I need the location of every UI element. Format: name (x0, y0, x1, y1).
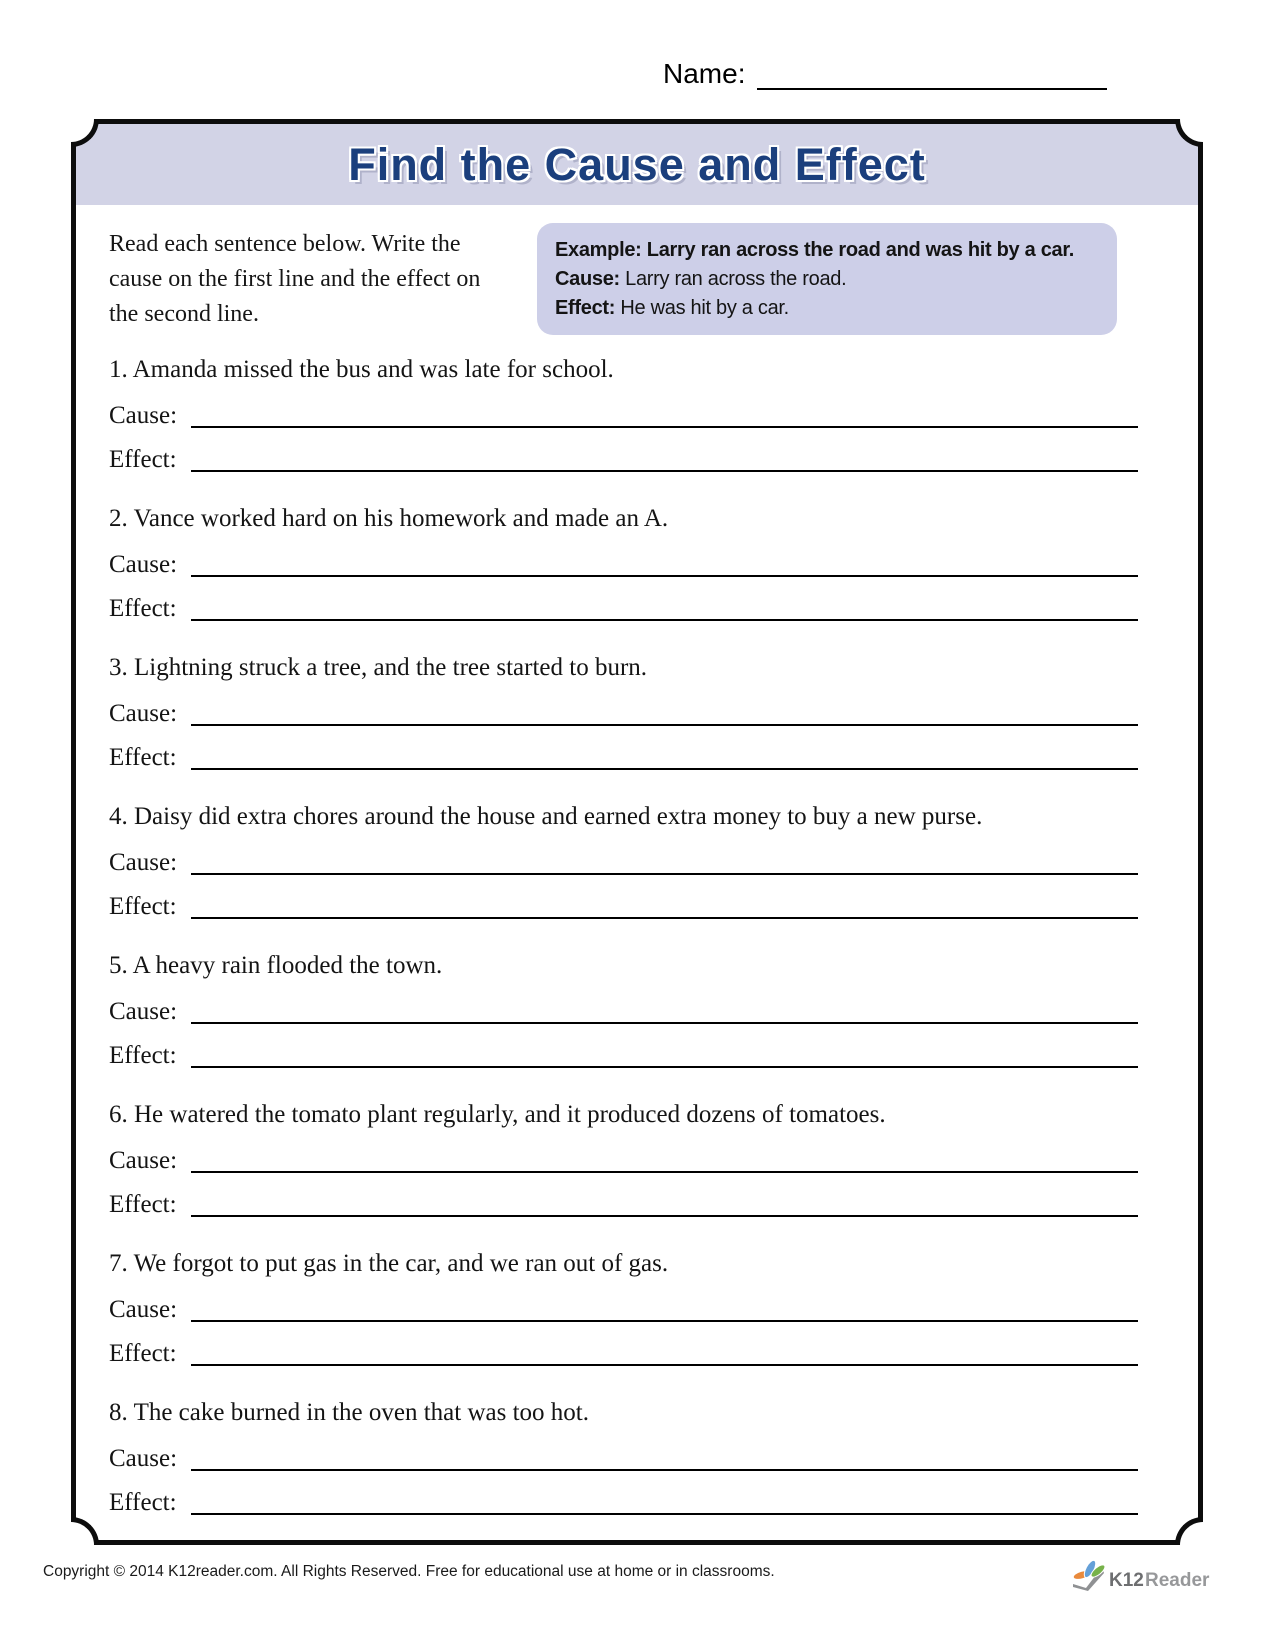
example-effect-label: Effect: (555, 297, 616, 319)
cause-row (109, 698, 1138, 729)
cause-label: Cause: (109, 700, 178, 727)
worksheet-item (109, 1396, 1138, 1518)
item-number: 8. (109, 1399, 128, 1426)
effect-row (109, 1338, 1138, 1369)
effect-label: Effect: (109, 1340, 177, 1367)
name-row (663, 58, 1107, 90)
item-text: Lightning struck a tree, and the tree started to burn. (134, 654, 648, 681)
item-number: 5. (109, 952, 128, 979)
example-effect-text: He was hit by a car. (620, 297, 789, 319)
effect-row (109, 1487, 1138, 1518)
item-number: 2. (109, 505, 128, 532)
cause-label: Cause: (109, 849, 178, 876)
cause-label: Cause: (109, 1445, 178, 1472)
example-label: Example: (555, 239, 642, 261)
worksheet-item (109, 353, 1138, 475)
footer (0, 1560, 1275, 1600)
page-title: Find the Cause and Effect (348, 138, 926, 190)
example-cause-text: Larry ran across the road. (625, 268, 847, 290)
item-text: We forgot to put gas in the car, and we ran out of gas. (133, 1250, 669, 1277)
effect-write-line (191, 742, 1138, 770)
item-sentence (109, 502, 1138, 535)
book-leaves-icon (1072, 1560, 1107, 1591)
cause-label: Cause: (109, 1296, 178, 1323)
copyright-text: Copyright © 2014 K12reader.com. All Rights Reserved. Free for educational use at home or in classrooms. (43, 1563, 775, 1580)
effect-write-line (191, 593, 1138, 621)
intro-section (109, 223, 1138, 335)
cause-label: Cause: (109, 551, 178, 578)
instructions-text: Read each sentence below. Write the cause on the first line and the effect on the second line. (109, 231, 481, 327)
item-text: The cake burned in the oven that was too hot. (133, 1399, 589, 1426)
items-list (109, 353, 1138, 1518)
effect-write-line (191, 1338, 1138, 1366)
cause-row (109, 1294, 1138, 1325)
worksheet-item (109, 651, 1138, 773)
item-sentence (109, 651, 1138, 684)
title-band (76, 124, 1198, 205)
effect-write-line (191, 891, 1138, 919)
cause-label: Cause: (109, 1147, 178, 1174)
effect-row (109, 1189, 1138, 1220)
cause-write-line (191, 400, 1138, 428)
cause-row (109, 549, 1138, 580)
effect-row (109, 1040, 1138, 1071)
example-sentence: Larry ran across the road and was hit by a car. (646, 239, 1074, 261)
example-line-2 (555, 265, 1099, 294)
cause-row (109, 996, 1138, 1027)
effect-row (109, 444, 1138, 475)
effect-label: Effect: (109, 1489, 177, 1516)
cause-row (109, 847, 1138, 878)
cause-write-line (191, 1443, 1138, 1471)
effect-write-line (191, 1189, 1138, 1217)
cause-write-line (191, 847, 1138, 875)
effect-write-line (191, 1040, 1138, 1068)
worksheet-sheet (71, 119, 1203, 1545)
cause-label: Cause: (109, 402, 178, 429)
example-line-3 (555, 294, 1099, 323)
effect-write-line (191, 444, 1138, 472)
logo-text-k12: K12 (1109, 1570, 1144, 1591)
item-sentence (109, 353, 1138, 386)
worksheet-item (109, 949, 1138, 1071)
cause-label: Cause: (109, 998, 178, 1025)
k12reader-logo (1072, 1560, 1212, 1594)
cause-write-line (191, 996, 1138, 1024)
item-sentence (109, 1098, 1138, 1131)
cause-write-line (191, 698, 1138, 726)
item-text: Daisy did extra chores around the house and earned extra money to buy a new purse. (134, 803, 983, 830)
item-sentence (109, 1247, 1138, 1280)
worksheet-content (76, 205, 1198, 1540)
item-number: 3. (109, 654, 128, 681)
cause-row (109, 400, 1138, 431)
effect-label: Effect: (109, 893, 177, 920)
item-number: 7. (109, 1250, 128, 1277)
cause-write-line (191, 1294, 1138, 1322)
effect-row (109, 593, 1138, 624)
item-number: 6. (109, 1101, 128, 1128)
name-write-line (757, 58, 1107, 90)
cause-write-line (191, 1145, 1138, 1173)
effect-label: Effect: (109, 446, 177, 473)
effect-write-line (191, 1487, 1138, 1515)
item-number: 4. (109, 803, 128, 830)
worksheet-item (109, 502, 1138, 624)
worksheet-item (109, 1098, 1138, 1220)
effect-label: Effect: (109, 744, 177, 771)
effect-row (109, 891, 1138, 922)
example-line-1 (555, 236, 1099, 265)
effect-label: Effect: (109, 1191, 177, 1218)
effect-row (109, 742, 1138, 773)
effect-label: Effect: (109, 1042, 177, 1069)
effect-label: Effect: (109, 595, 177, 622)
example-box (537, 223, 1117, 335)
example-cause-label: Cause: (555, 268, 620, 290)
item-sentence (109, 800, 1138, 833)
item-text: A heavy rain flooded the town. (132, 952, 443, 979)
item-text: Vance worked hard on his homework and made an A. (133, 505, 669, 532)
item-text: He watered the tomato plant regularly, and it produced dozens of tomatoes. (134, 1101, 886, 1128)
item-text: Amanda missed the bus and was late for school. (132, 356, 614, 383)
cause-row (109, 1443, 1138, 1474)
item-number: 1. (109, 356, 128, 383)
cause-row (109, 1145, 1138, 1176)
item-sentence (109, 1396, 1138, 1429)
worksheet-item (109, 1247, 1138, 1369)
item-sentence (109, 949, 1138, 982)
name-label: Name: (663, 58, 746, 89)
logo-text-reader: Reader (1145, 1570, 1210, 1591)
cause-write-line (191, 549, 1138, 577)
worksheet-item (109, 800, 1138, 922)
